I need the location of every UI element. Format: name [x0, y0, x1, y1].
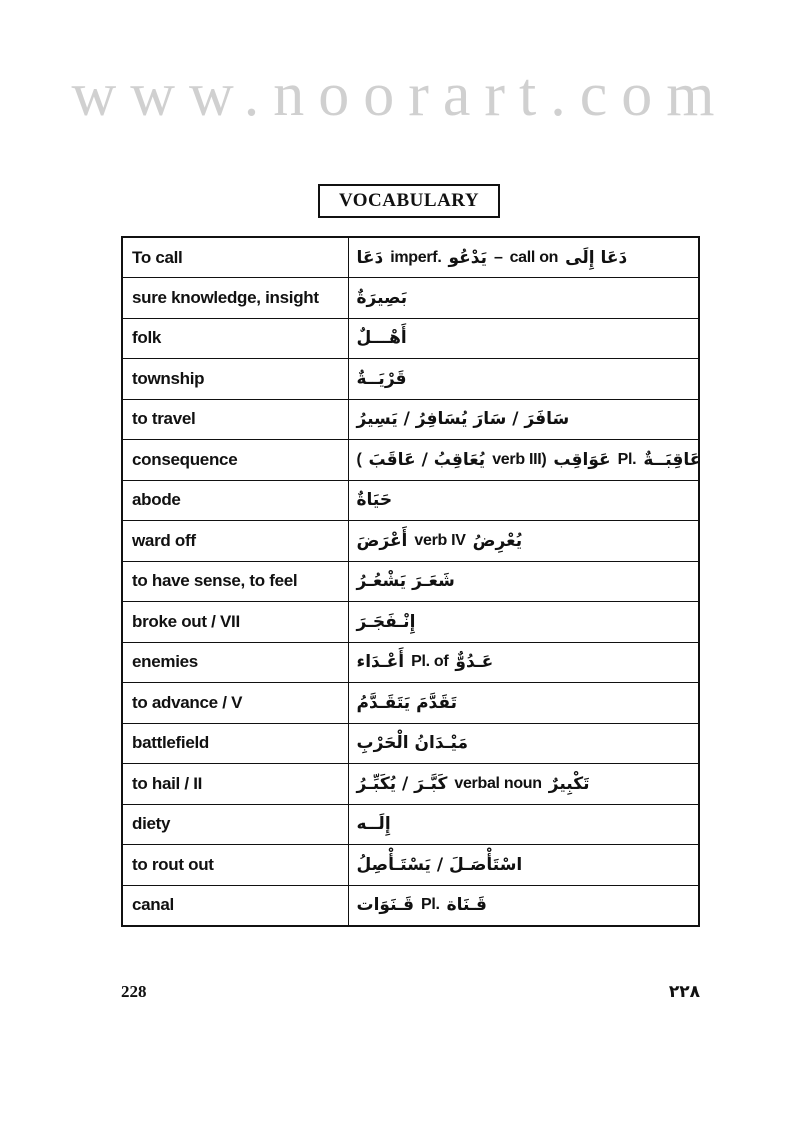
english-term: to advance / V: [122, 683, 348, 724]
arabic-word: تَقَدَّمَ يَتَقَـدَّمُ: [356, 692, 457, 713]
table-row: [122, 642, 699, 683]
grammar-note: imperf.: [390, 248, 442, 266]
arabic-word: قَـنَوَات: [356, 895, 414, 915]
arabic-term-cell: [348, 521, 699, 562]
grammar-note: Pl.: [420, 896, 440, 913]
arabic-term-cell: [348, 885, 699, 926]
vocabulary-table: [121, 236, 700, 927]
vocabulary-rows: [122, 237, 702, 926]
arabic-term-cell: [348, 602, 699, 643]
page-number-arabic: ٢٢٨: [668, 982, 700, 1002]
english-term: to hail / II: [122, 764, 348, 805]
english-term: to have sense, to feel: [122, 561, 348, 602]
arabic-word: مَيْـدَانُ الْحَرْبِ: [356, 733, 468, 754]
arabic-term-cell: [348, 278, 699, 319]
arabic-term-cell: [348, 237, 699, 278]
watermark: www.noorart.com: [71, 61, 729, 129]
arabic-term-cell: [348, 480, 699, 521]
arabic-term-segments: [357, 328, 695, 348]
table-row: [122, 399, 699, 440]
arabic-term-cell: [348, 399, 699, 440]
english-term: canal: [122, 885, 348, 926]
arabic-term-cell: [348, 723, 699, 764]
table-row: [122, 521, 699, 562]
arabic-word: يُعَاقِبُ / عَاقَبَ: [368, 449, 486, 470]
table-row: [122, 359, 699, 400]
arabic-word: إِنْـفَجَـرَ: [356, 611, 416, 632]
vocabulary-title: [318, 184, 500, 218]
table-row: [122, 683, 699, 724]
english-term: to rout out: [122, 845, 348, 886]
english-term: battlefield: [122, 723, 348, 764]
arabic-word: دَعَا: [356, 247, 384, 268]
english-term: ward off: [122, 521, 348, 562]
grammar-note: verb IV: [414, 531, 466, 549]
table-row: [122, 885, 699, 926]
arabic-word: سَافَرَ / سَارَ يُسَافِرُ / يَسِيرُ: [356, 409, 570, 430]
arabic-term-segments: [357, 409, 695, 429]
arabic-word: قَـنَاة: [446, 895, 487, 915]
arabic-word: دَعَا إِلَى: [565, 247, 628, 268]
english-term: sure knowledge, insight: [122, 278, 348, 319]
arabic-term-cell: [348, 642, 699, 683]
arabic-term-cell: [348, 683, 699, 724]
table-row: [122, 237, 699, 278]
grammar-note: –: [493, 248, 503, 266]
arabic-term-cell: [348, 804, 699, 845]
table-row: [122, 764, 699, 805]
arabic-term-segments: [357, 652, 695, 672]
english-term: abode: [122, 480, 348, 521]
arabic-term-segments: [357, 490, 695, 510]
grammar-note: verb III): [492, 450, 547, 468]
arabic-term-segments: [357, 814, 695, 834]
arabic-word: قَرْيَــةٌ: [356, 368, 407, 389]
arabic-term-segments: [357, 248, 695, 268]
english-term: township: [122, 359, 348, 400]
arabic-word: يُعْرِضُ: [472, 530, 523, 551]
arabic-word: شَعَـرَ يَشْعُـرُ: [356, 571, 455, 592]
table-row: [122, 278, 699, 319]
table-row: [122, 602, 699, 643]
arabic-term-cell: [348, 440, 702, 481]
table-row: [122, 440, 699, 481]
arabic-term-segments: [357, 774, 695, 794]
arabic-term-segments: [357, 733, 695, 753]
title-text: VOCABULARY: [338, 190, 480, 211]
arabic-word: أَعْـدَاء: [356, 652, 405, 673]
arabic-word: إِلَــه: [356, 814, 391, 835]
arabic-word: عَاقِبَــةٌ: [643, 449, 702, 470]
arabic-term-cell: [348, 561, 699, 602]
arabic-word: تَكْبِيرٌ: [548, 773, 590, 794]
arabic-term-cell: [348, 845, 699, 886]
english-term: broke out / VII: [122, 602, 348, 643]
english-term: enemies: [122, 642, 348, 683]
arabic-word: أَعْرَضَ: [356, 530, 408, 551]
arabic-term-segments: [357, 369, 695, 389]
arabic-word: كَبَّـرَ / يُكَبِّـرُ: [356, 773, 448, 794]
arabic-term-segments: [357, 895, 695, 915]
arabic-term-cell: [348, 359, 699, 400]
arabic-word: اسْتَأْصَـلَ / يَسْتَـأْصِلُ: [356, 854, 523, 875]
table-row: [122, 480, 699, 521]
english-term: diety: [122, 804, 348, 845]
arabic-term-segments: [357, 612, 695, 632]
page-number-latin: 228: [121, 982, 147, 1001]
english-term: folk: [122, 318, 348, 359]
grammar-note: call on: [509, 248, 559, 266]
arabic-word: حَيَاةٌ: [356, 490, 393, 511]
table-row: [122, 804, 699, 845]
arabic-term-segments: [357, 571, 695, 591]
arabic-word: عَـدُوٌّ: [455, 652, 494, 673]
arabic-word: عَوَاقِب: [553, 449, 611, 470]
english-term: To call: [122, 237, 348, 278]
arabic-word: يَدْعُو: [448, 247, 487, 268]
grammar-note: Pl.: [617, 450, 637, 468]
arabic-term-cell: [348, 318, 699, 359]
table-row: [122, 845, 699, 886]
arabic-term-cell: [348, 764, 699, 805]
english-term: consequence: [122, 440, 348, 481]
arabic-term-segments: [357, 531, 695, 551]
grammar-note: verbal noun: [454, 774, 542, 792]
arabic-word: أَهْـــلٌ: [356, 328, 407, 349]
table-row: [122, 723, 699, 764]
arabic-word: بَصِيرَةٌ: [356, 287, 408, 308]
table-row: [122, 561, 699, 602]
table-row: [122, 318, 699, 359]
arabic-term-segments: [357, 288, 695, 308]
english-term: to travel: [122, 399, 348, 440]
arabic-term-segments: [357, 693, 695, 713]
grammar-note: Pl. of: [411, 653, 449, 671]
arabic-term-segments: [357, 855, 695, 875]
grammar-note: (: [356, 450, 362, 468]
arabic-term-segments: [356, 449, 702, 470]
